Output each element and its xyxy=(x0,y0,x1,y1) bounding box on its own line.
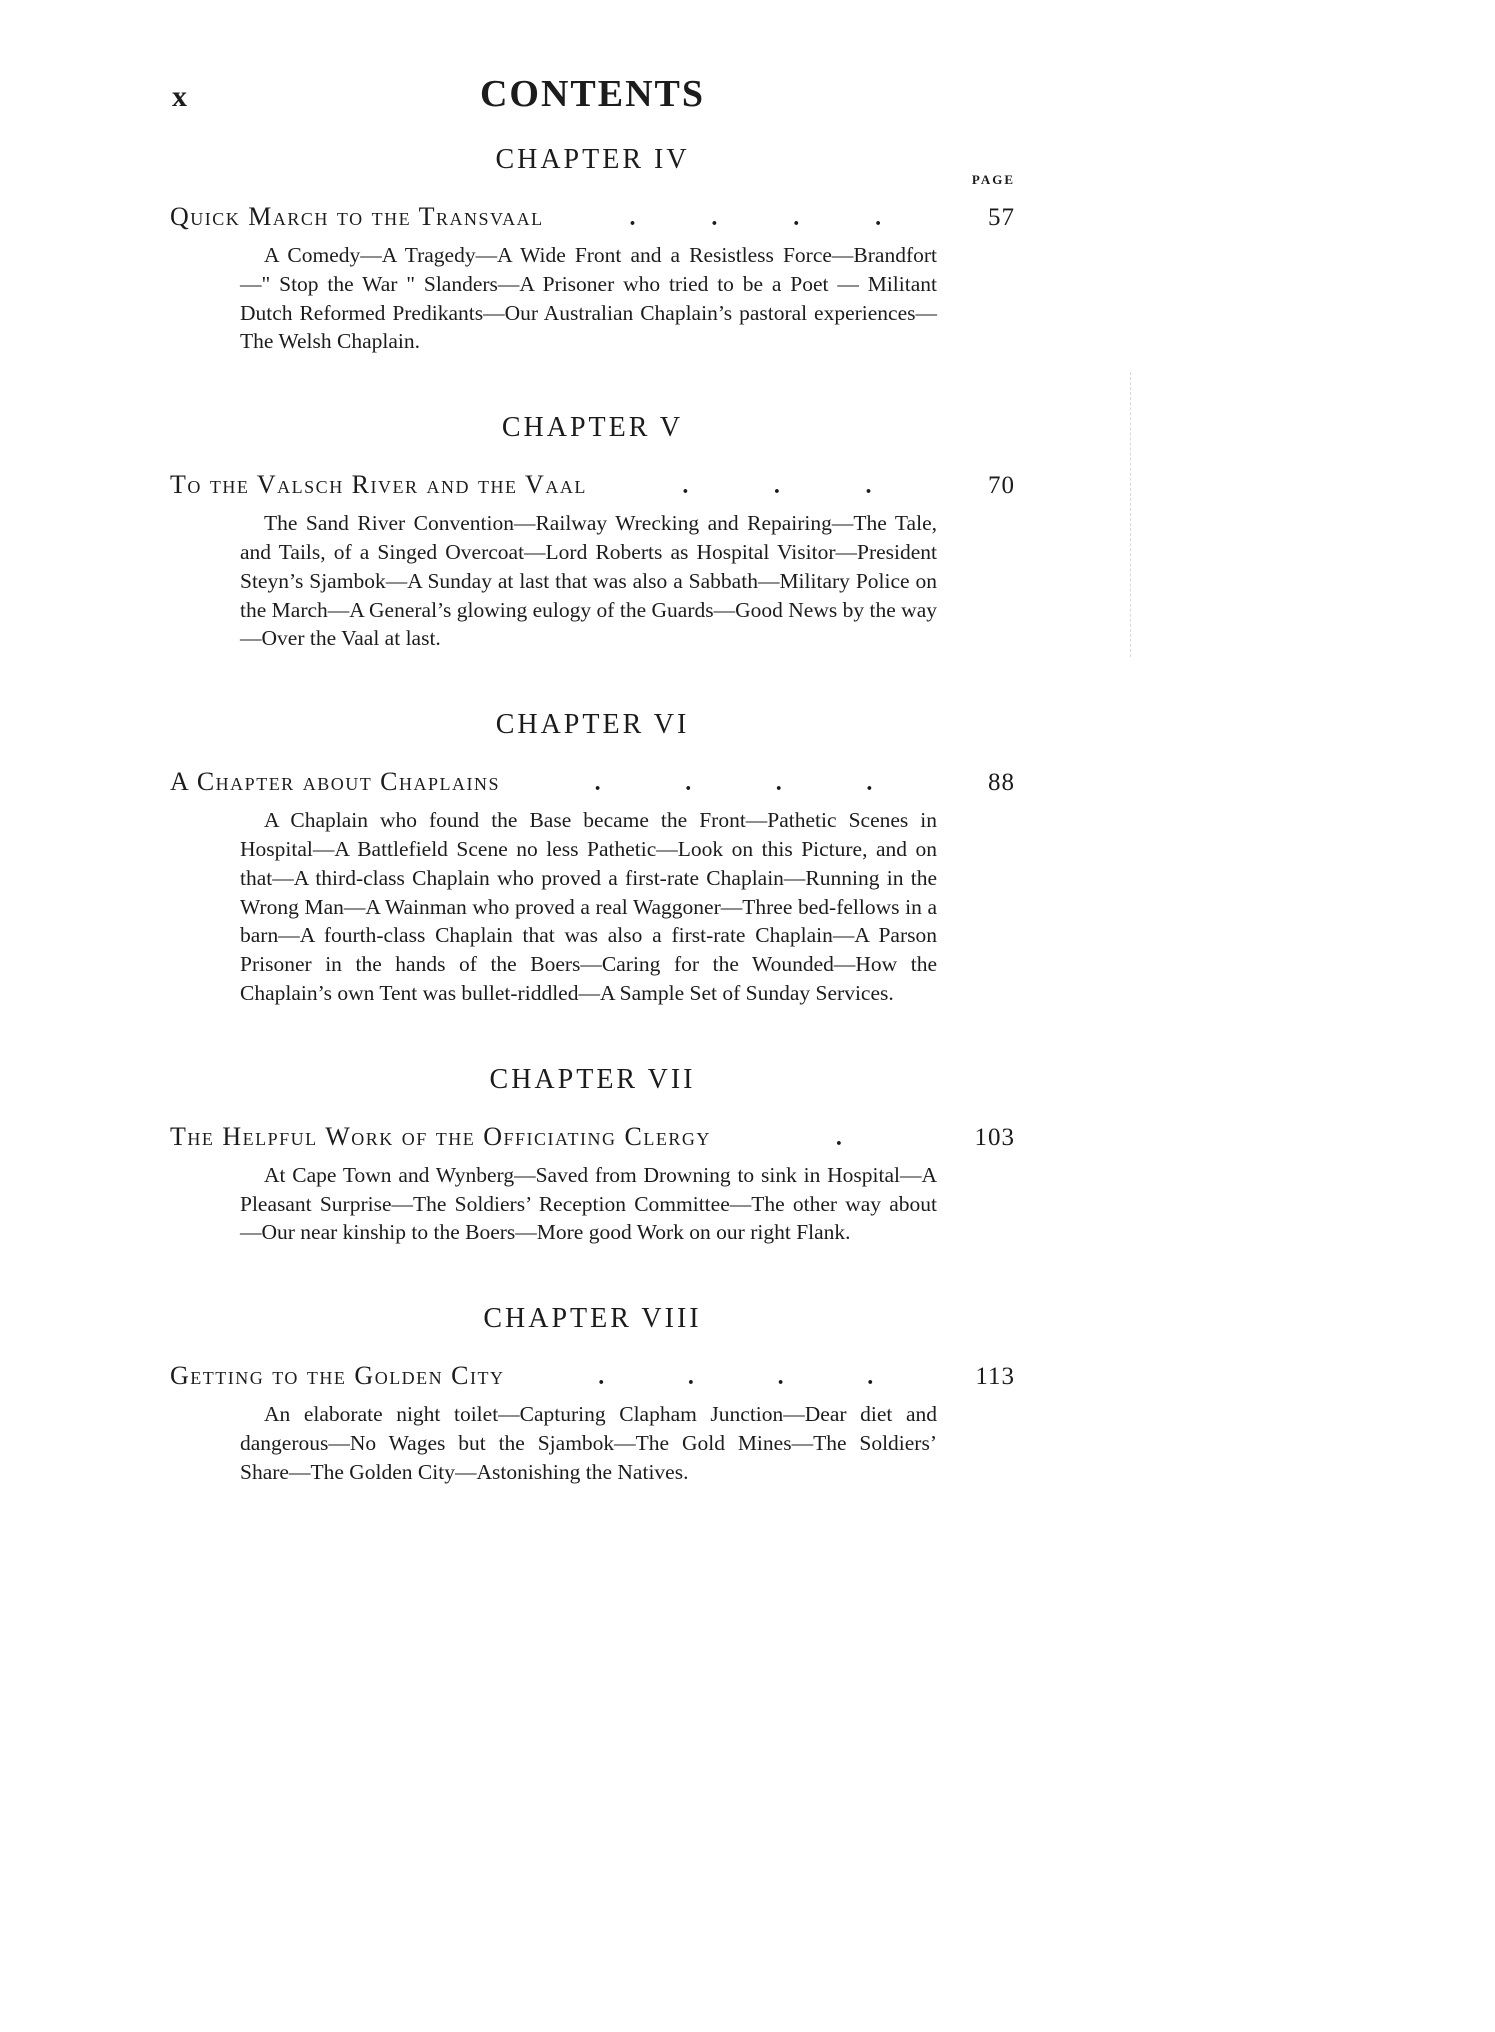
leader-dot: . xyxy=(835,1124,842,1151)
leader-dot: . xyxy=(777,1364,784,1391)
chapter-summary: A Chaplain who found the Base became the Front—Pathetic Scenes in Hospital—A Battlefield Scene no less Pathetic—Look on this Picture, and on that—A third-class Chaplain who proved a first-rate Chaplain—Running in the Wrong Man—A Wainman who proved a real Waggoner—Three bed-fellows in a barn—A fourth-class Chaplain that was also a first-rate Chaplain—A Parson Prisoner in the hands of the Boers—Caring for the Wounded—How the Chaplain’s own Tent was bullet-riddled—A Sample Set of Sunday Services. xyxy=(240,808,937,1005)
chapter-heading: CHAPTER V xyxy=(501,412,684,444)
chapter-title: Getting to the Golden City xyxy=(170,1361,505,1391)
chapter-heading: CHAPTER IV xyxy=(495,144,690,175)
chapter-entry-line xyxy=(170,470,1015,500)
contents-column xyxy=(170,0,1015,1487)
leader-dot: . xyxy=(682,473,689,500)
folio-page-number: x xyxy=(172,80,187,113)
chapter-page-number: 70 xyxy=(988,472,1015,500)
chapter-summary: A Comedy—A Tragedy—A Wide Front and a Resistless Force—Brandfort—" Stop the War " Slanders—A Prisoner who tried to be a Poet — Militant Dutch Reformed Predikants—Our Australian Chaplain’s pastoral experiences—The Welsh Chaplain. xyxy=(240,243,937,354)
chapter-entry-line xyxy=(170,767,1015,797)
chapter-title: A Chapter about Chaplains xyxy=(170,767,501,797)
leader-dot: . xyxy=(598,1364,605,1391)
chapter-section xyxy=(170,1064,1015,1247)
chapter-page-number: 88 xyxy=(988,769,1015,797)
chapter-heading: CHAPTER VIII xyxy=(483,1303,702,1335)
chapter-section xyxy=(170,1303,1015,1486)
chapter-summary: The Sand River Convention—Railway Wrecking and Repairing—The Tale, and Tails, of a Singed Overcoat—Lord Roberts as Hospital Visitor—President Steyn’s Sjambok—A Sunday at last that was also a Sabbath—Military Police on the March—A General’s glowing eulogy of the Guards—Good News by the way—Over the Vaal at last. xyxy=(240,511,937,651)
leader-dots xyxy=(587,474,967,498)
chapter-entry-line xyxy=(170,202,1015,232)
contents-title: CONTENTS xyxy=(479,73,706,115)
leader-dots xyxy=(711,1126,967,1150)
chapter-title: The Helpful Work of the Officiating Clergy xyxy=(170,1121,711,1151)
leader-dot: . xyxy=(775,770,782,797)
chapter-title: To the Valsch River and the Vaal xyxy=(170,470,587,500)
chapter-page-number: 103 xyxy=(974,1123,1015,1151)
leader-dot: . xyxy=(773,473,780,500)
chapter-summary: At Cape Town and Wynberg—Saved from Drowning to sink in Hospital—A Pleasant Surprise—The Soldiers’ Reception Committee—The other way about—Our near kinship to the Boers—More good Work on our right Flank. xyxy=(240,1162,937,1245)
chapter-entry-line xyxy=(170,1122,1015,1152)
chapter-summary: An elaborate night toilet—Capturing Clapham Junction—Dear diet and dangerous—No Wages but the Sjambok—The Gold Mines—The Soldiers’ Share—The Golden City—Astonishing the Natives. xyxy=(240,1402,937,1484)
leader-dots xyxy=(505,1365,967,1389)
leader-dot: . xyxy=(867,1364,874,1391)
scan-artifact-line xyxy=(1130,372,1131,657)
leader-dot: . xyxy=(711,205,718,231)
chapter-heading: CHAPTER VII xyxy=(489,1063,696,1095)
leader-dots xyxy=(500,771,967,795)
leader-dot: . xyxy=(866,770,873,797)
chapter-heading: CHAPTER VI xyxy=(495,709,690,741)
chapter-list xyxy=(170,144,1015,1487)
leader-dot: . xyxy=(594,770,601,797)
leader-dot: . xyxy=(793,205,800,231)
leader-dot: . xyxy=(687,1364,694,1391)
leader-dot: . xyxy=(685,770,692,797)
chapter-entry-line xyxy=(170,1361,1015,1391)
leader-dot: . xyxy=(629,205,636,231)
page-column-label: PAGE xyxy=(971,172,1015,187)
chapter-page-number: 113 xyxy=(975,1363,1015,1391)
chapter-page-number: 57 xyxy=(988,204,1015,231)
chapter-section xyxy=(170,412,1015,653)
chapter-section xyxy=(170,709,1015,1008)
chapter-title: Quick March to the Transvaal xyxy=(170,202,544,231)
leader-dot: . xyxy=(875,205,882,231)
leader-dot: . xyxy=(865,473,872,500)
page-header xyxy=(170,72,1015,130)
chapter-section xyxy=(170,144,1015,356)
leader-dots xyxy=(544,206,967,230)
